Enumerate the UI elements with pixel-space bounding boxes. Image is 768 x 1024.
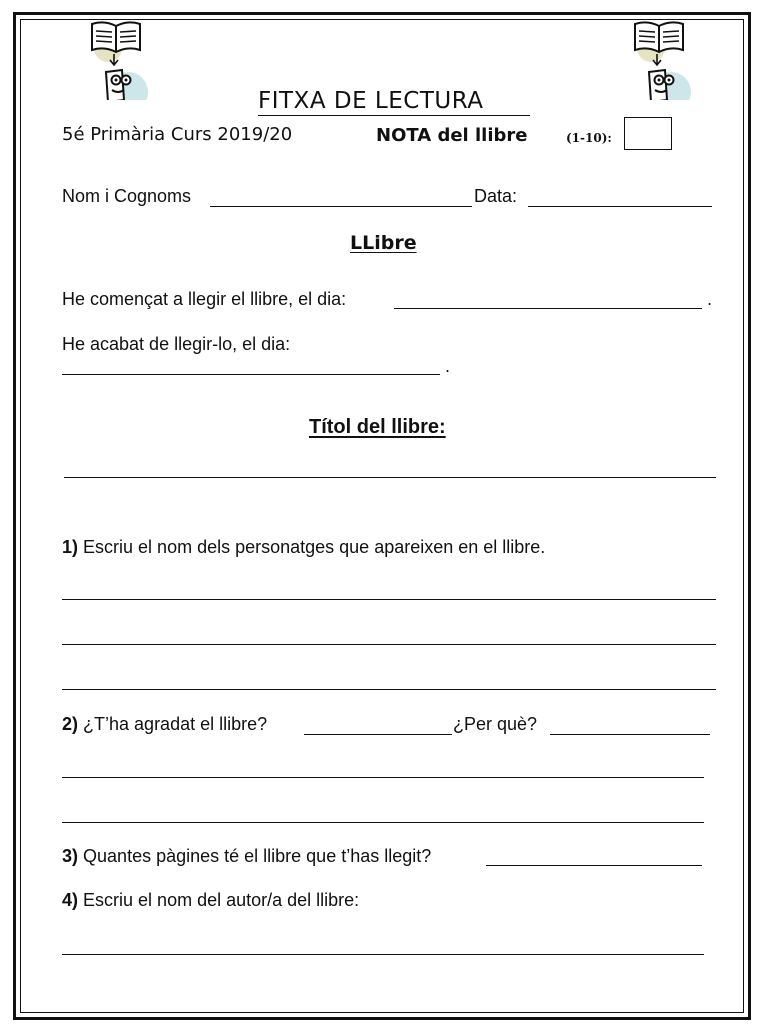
question-text: Quantes pàgines té el llibre que t’has llegit?	[83, 846, 432, 866]
book-reader-icon	[84, 20, 148, 100]
answer-blank-line[interactable]	[62, 644, 716, 645]
period-mark: .	[445, 356, 451, 376]
answer-blank-line[interactable]	[62, 954, 704, 955]
nota-label: NOTA del llibre	[376, 125, 528, 146]
book-reader-icon	[627, 20, 691, 100]
book-title-blank-line[interactable]	[64, 477, 716, 478]
question-number: 3)	[62, 846, 79, 866]
question-4	[62, 890, 359, 911]
question-number: 4)	[62, 890, 79, 910]
finished-label: He acabat de llegir-lo, el dia:	[62, 334, 291, 354]
page-title: FITXA DE LECTURA	[258, 88, 484, 114]
title-underline	[258, 115, 530, 116]
question-text: Escriu el nom del autor/a del llibre:	[83, 890, 360, 910]
answer-blank-line[interactable]	[62, 777, 704, 778]
finished-date-blank-line[interactable]	[62, 374, 440, 375]
date-blank-line[interactable]	[528, 206, 712, 207]
date-label: Data:	[474, 186, 518, 206]
period-mark: .	[707, 289, 713, 309]
started-date-blank-line[interactable]	[394, 308, 702, 309]
question-number: 2)	[62, 714, 79, 734]
question-2	[62, 714, 267, 735]
book-title-heading: Títol del llibre:	[309, 416, 446, 438]
answer-blank-line[interactable]	[62, 599, 716, 600]
question-1	[62, 537, 545, 558]
answer-blank-line[interactable]	[550, 734, 710, 735]
answer-blank-line[interactable]	[62, 689, 716, 690]
question-text: ¿T’ha agradat el llibre?	[83, 714, 268, 734]
question-3	[62, 846, 431, 867]
nota-input-box[interactable]	[624, 117, 672, 150]
answer-blank-line[interactable]	[304, 734, 452, 735]
name-blank-line[interactable]	[210, 206, 472, 207]
section-heading-llibre: LLibre	[350, 232, 417, 254]
name-label: Nom i Cognoms	[62, 186, 192, 206]
question-2-followup: ¿Per què?	[453, 714, 538, 734]
nota-range: (1-10):	[566, 131, 612, 145]
question-text: Escriu el nom dels personatges que apareixen en el llibre.	[83, 537, 546, 557]
started-label: He començat a llegir el llibre, el dia:	[62, 289, 347, 309]
answer-blank-line[interactable]	[486, 865, 702, 866]
question-number: 1)	[62, 537, 79, 557]
grade-course-label: 5é Primària Curs 2019/20	[62, 124, 293, 145]
answer-blank-line[interactable]	[62, 822, 704, 823]
